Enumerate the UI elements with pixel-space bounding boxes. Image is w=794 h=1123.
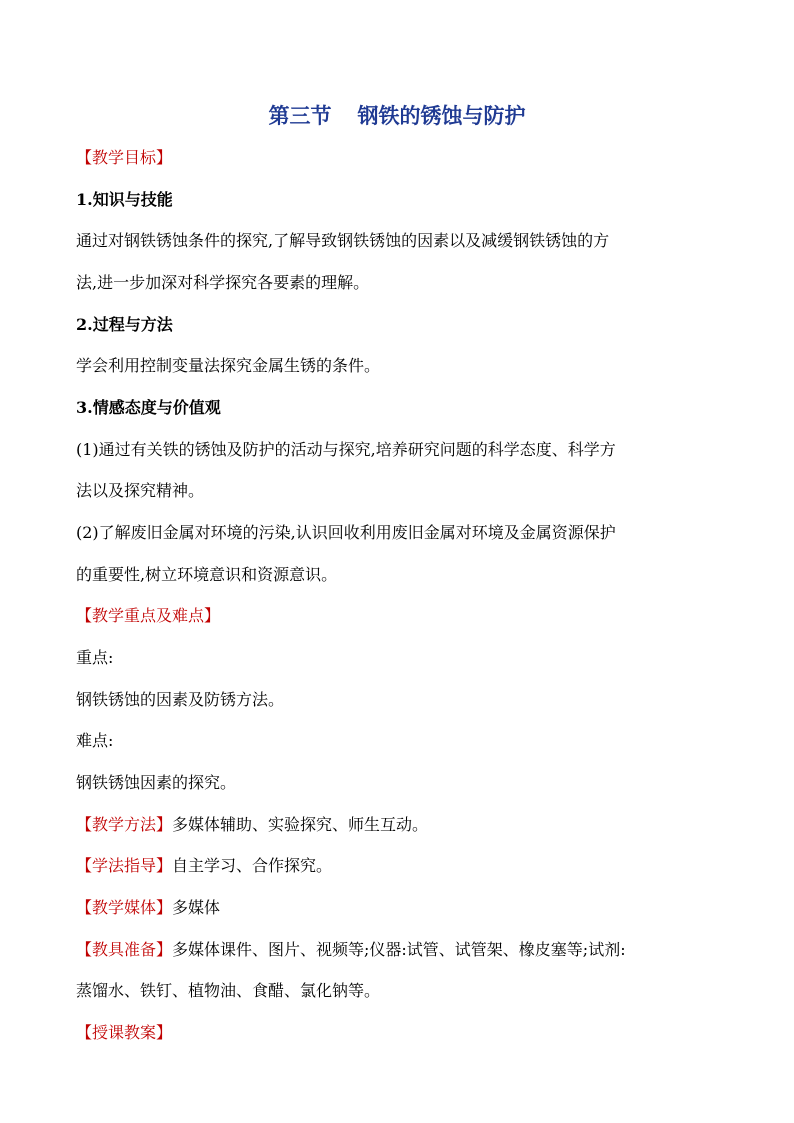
process-paragraph: 学会利用控制变量法探究金属生锈的条件。 [76, 356, 381, 375]
key-difficulty-heading: 【教学重点及难点】 [76, 606, 221, 625]
emotion-item-2-line-2: 的重要性,树立环境意识和资源意识。 [76, 565, 338, 584]
emotion-item-2-line-1: (2)了解废旧金属对环境的污染,认识回收利用废旧金属对环境及金属资源保护 [76, 523, 616, 542]
study-guide-text: 自主学习、合作探究。 [172, 856, 333, 875]
teaching-media-text: 多媒体 [172, 898, 221, 917]
teaching-media-row [76, 896, 726, 920]
objectives-heading: 【教学目标】 [76, 148, 173, 167]
teaching-media-label: 【教学媒体】 [76, 898, 173, 917]
teaching-method-text: 多媒体辅助、实验探究、师生互动。 [172, 815, 429, 834]
key-point-label: 重点: [76, 648, 114, 667]
teaching-tools-text-line-1: 多媒体课件、图片、视频等;仪器:试管、试管架、橡皮塞等;试剂: [172, 940, 626, 959]
key-point-text: 钢铁锈蚀的因素及防锈方法。 [76, 690, 285, 709]
process-heading: 2.过程与方法 [76, 315, 173, 334]
emotion-heading: 3.情感态度与价值观 [76, 398, 221, 417]
teaching-method-row [76, 813, 726, 837]
page-title [0, 100, 794, 130]
title-section-number: 第三节 [268, 103, 332, 128]
knowledge-heading: 1.知识与技能 [76, 190, 173, 209]
knowledge-paragraph-line-2: 法,进一步加深对科学探究各要素的理解。 [76, 273, 370, 292]
teaching-method-label: 【教学方法】 [76, 815, 173, 834]
study-guide-row [76, 854, 726, 878]
teaching-tools-text-line-2: 蒸馏水、铁钉、植物油、食醋、氯化钠等。 [76, 981, 381, 1000]
emotion-item-1-line-2: 法以及探究精神。 [76, 481, 205, 500]
teaching-tools-label: 【教具准备】 [76, 940, 173, 959]
lesson-plan-heading: 【授课教案】 [76, 1023, 173, 1042]
emotion-item-1-line-1: (1)通过有关铁的锈蚀及防护的活动与探究,培养研究问题的科学态度、科学方 [76, 440, 616, 459]
knowledge-paragraph-line-1: 通过对钢铁锈蚀条件的探究,了解导致钢铁锈蚀的因素以及减缓钢铁锈蚀的方 [76, 231, 610, 250]
difficulty-label: 难点: [76, 731, 114, 750]
title-topic: 钢铁的锈蚀与防护 [357, 103, 526, 128]
teaching-tools-row [76, 938, 726, 962]
difficulty-text: 钢铁锈蚀因素的探究。 [76, 773, 237, 792]
study-guide-label: 【学法指导】 [76, 856, 173, 875]
